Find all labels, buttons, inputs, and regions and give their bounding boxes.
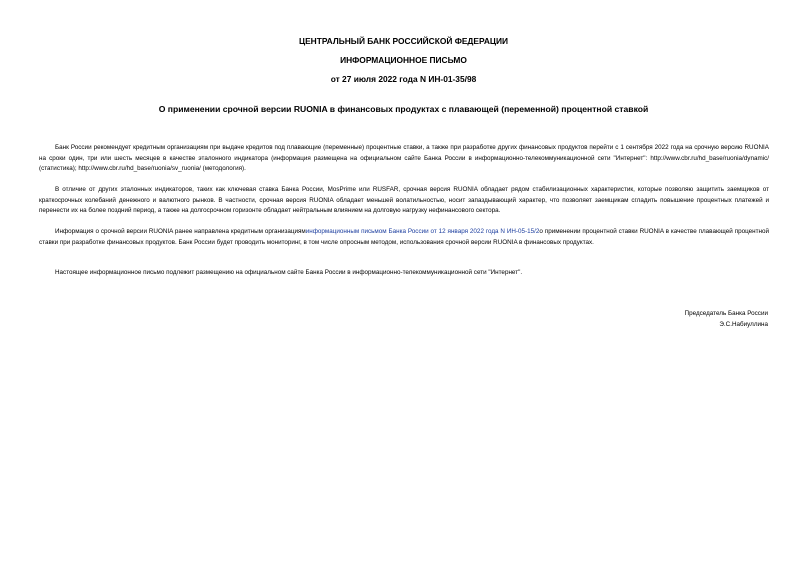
signatory-position: Председатель Банка России	[684, 310, 768, 317]
paragraph-previous-letter	[39, 227, 769, 248]
document-type-heading: ИНФОРМАЦИОННОЕ ПИСЬМО	[340, 55, 467, 65]
paragraph-previous-letter-text-after: о применении процентной ставки RUONIA в качестве плавающей процентной ставки при разработке финансовых продуктов. Банк России будет проводить мониторинг, в том числе опросным методом, использования срочной версии RUONIA в финансовых продуктах.	[39, 228, 769, 246]
signatory-name: Э.С.Набиуллина	[719, 321, 768, 328]
document-date-number: от 27 июля 2022 года N ИН-01-35/98	[330, 74, 477, 84]
previous-letter-link[interactable]: информационным письмом Банка России от 12 января 2022 года N ИН-05-15/2	[305, 228, 540, 235]
paragraph-publication: Настоящее информационное письмо подлежит размещению на официальном сайте Банка России в информационно-телекоммуникационной сети "Интернет".	[55, 269, 523, 276]
issuer-heading: ЦЕНТРАЛЬНЫЙ БАНК РОССИЙСКОЙ ФЕДЕРАЦИИ	[298, 36, 509, 46]
document-title: О применении срочной версии RUONIA в финансовых продуктах с плавающей (переменной) процентной ставкой	[158, 104, 649, 114]
paragraph-characteristics: В отличие от других эталонных индикаторов, таких как ключевая ставка Банка России, MosPrime или RUSFAR, срочная версия RUONIA обладает рядом стабилизационных характеристик, которые позволяю защитить заемщиков от краткосрочных колебаний денежного и валютного рынков. В частности, срочная версия RUONIA обладает меньшей волатильностью, носит запаздывающий характер, что позволяет заемщикам сгладить повышение процентных платежей и перенести их на более поздний период, а также на долгосрочном горизонте обладает нейтральным влиянием на долговую нагрузку нефинансового сектора.	[39, 186, 769, 215]
paragraph-recommendation: Банк России рекомендует кредитным организациям при выдаче кредитов под плавающие (переменные) процентные ставки, а также при разработке других финансовых продуктов перейти с 1 сентября 2022 года на срочную версию RUONIA на сроки один, три или шесть месяцев в качестве эталонного индикатора (информация размещена на официальном сайте Банка России в информационно-телекоммуникационной сети "Интернет": http://www.cbr.ru/hd_base/ruonia/dynamic/ (статистика); http://www.cbr.ru/hd_base/ruonia/sv_ruonia/ (методология).	[39, 144, 769, 173]
paragraph-previous-letter-text-before: Информация о срочной версии RUONIA ранее направлена кредитным организациям	[55, 228, 306, 235]
